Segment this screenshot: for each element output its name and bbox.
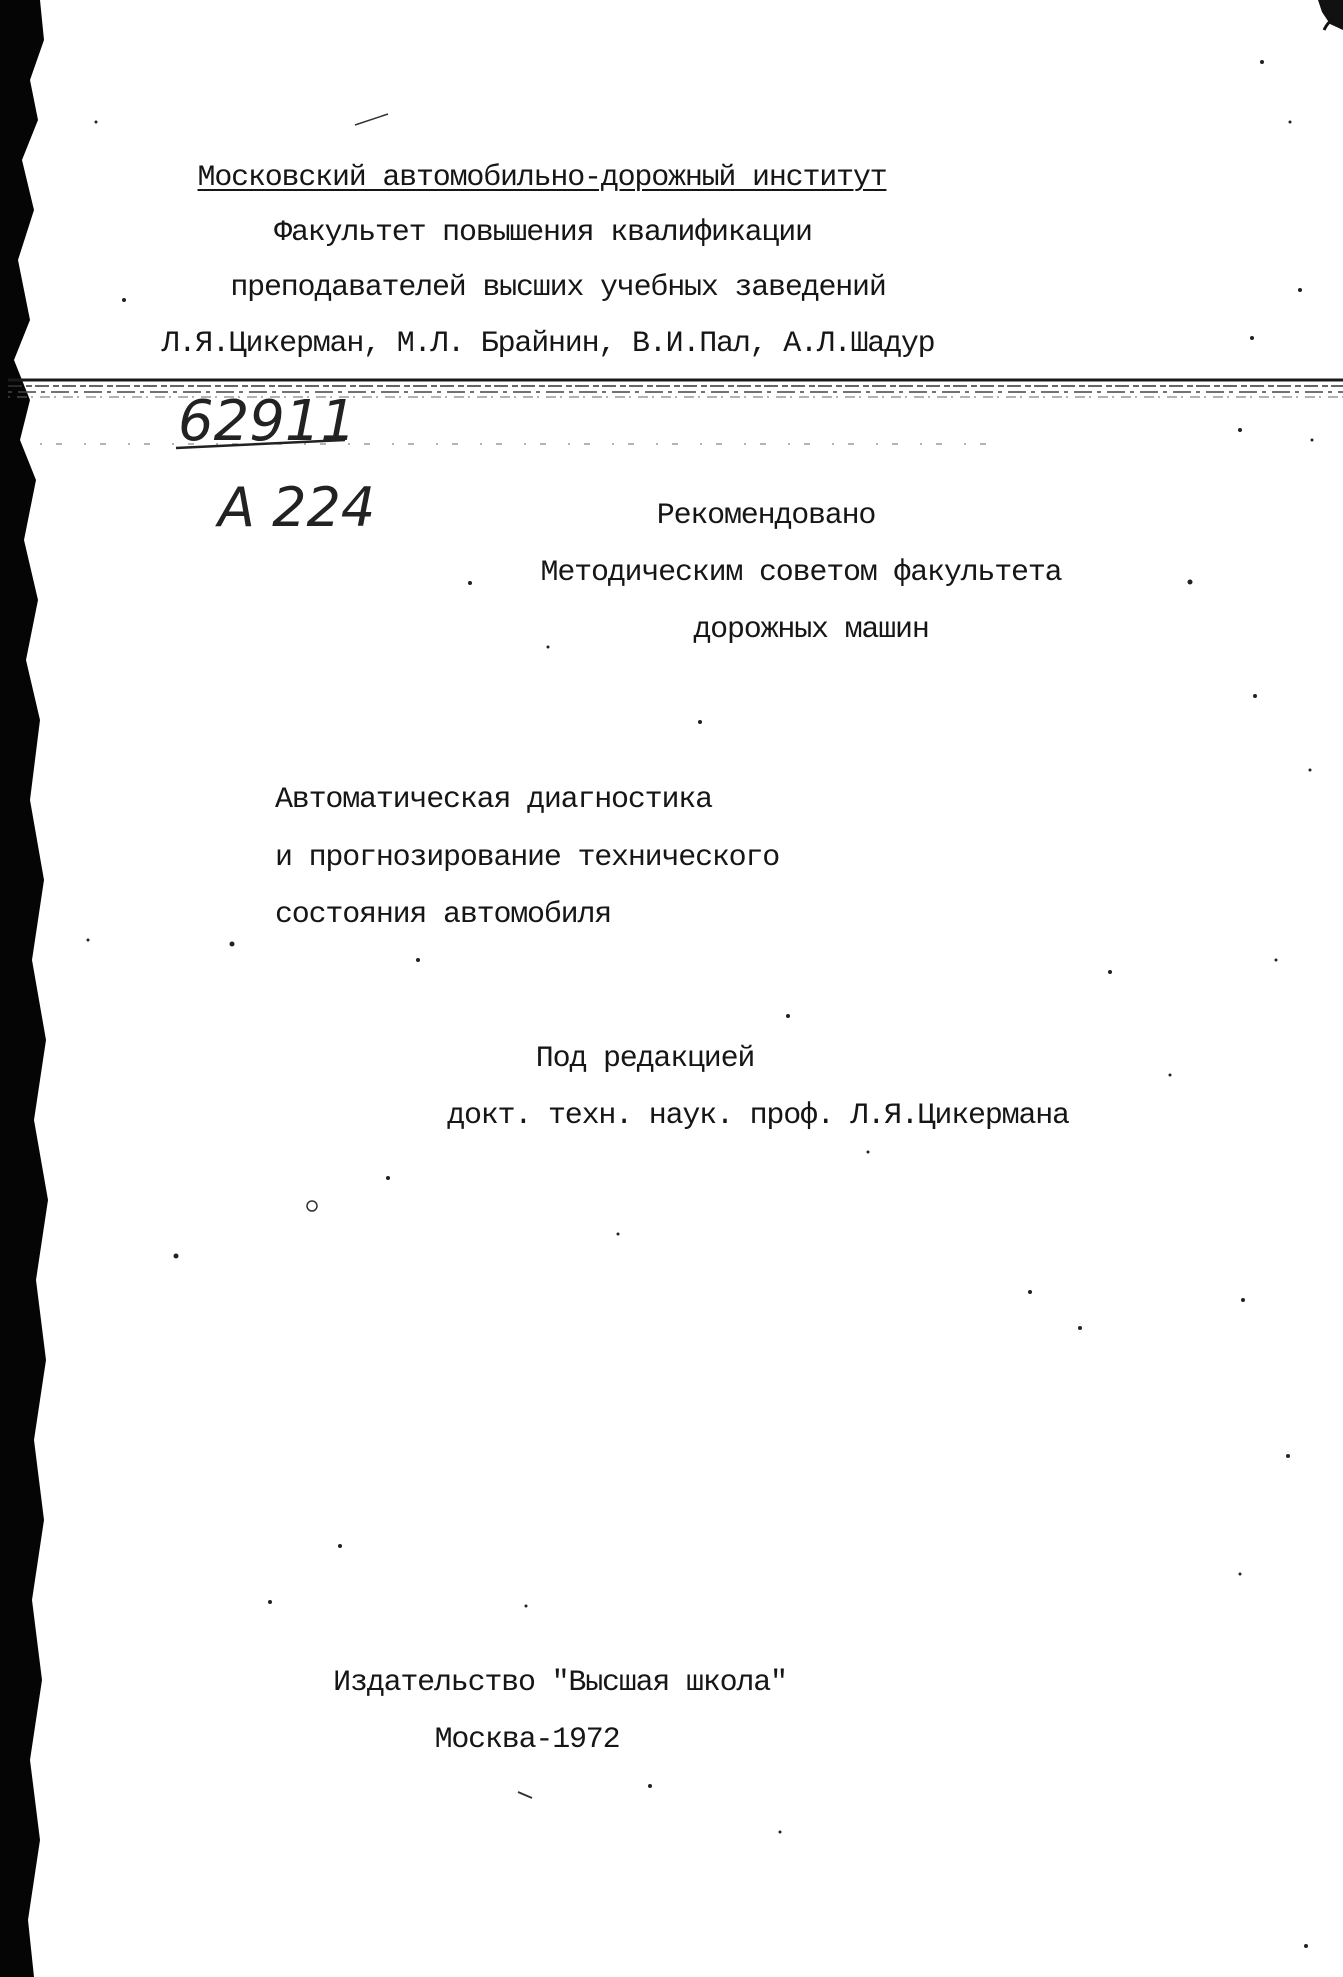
title-line-3: состояния автомобиля <box>275 898 612 932</box>
recommendation-line-3: дорожных машин <box>693 613 929 647</box>
recommendation-line-1: Рекомендовано <box>656 499 876 533</box>
shelf-mark-handwritten: А 224 <box>218 476 376 539</box>
publisher-city-year: Москва-1972 <box>434 1723 620 1757</box>
recommendation-line-2: Методическим советом факультета <box>540 556 1062 590</box>
title-line-2: и прогнозирование технического <box>275 841 780 875</box>
faculty-line-1: Факультет повышения квалификации <box>274 216 812 250</box>
inventory-number-handwritten: 62911 <box>178 389 357 454</box>
faculty-line-2: преподавателей высших учебных заведений <box>230 271 886 305</box>
title-line-1: Автоматическая диагностика <box>275 783 712 817</box>
publisher-name: Издательство "Высшая школа" <box>333 1666 787 1700</box>
institute-name: Московский автомобильно-дорожный институт <box>197 161 887 195</box>
editor-line-2: докт. техн. наук. проф. Л.Я.Цикермана <box>447 1099 1069 1133</box>
authors-line: Л.Я.Цикерман, М.Л. Брайнин, В.И.Пал, А.Л.Шадур <box>161 327 935 361</box>
editor-line-1: Под редакцией <box>535 1042 755 1076</box>
